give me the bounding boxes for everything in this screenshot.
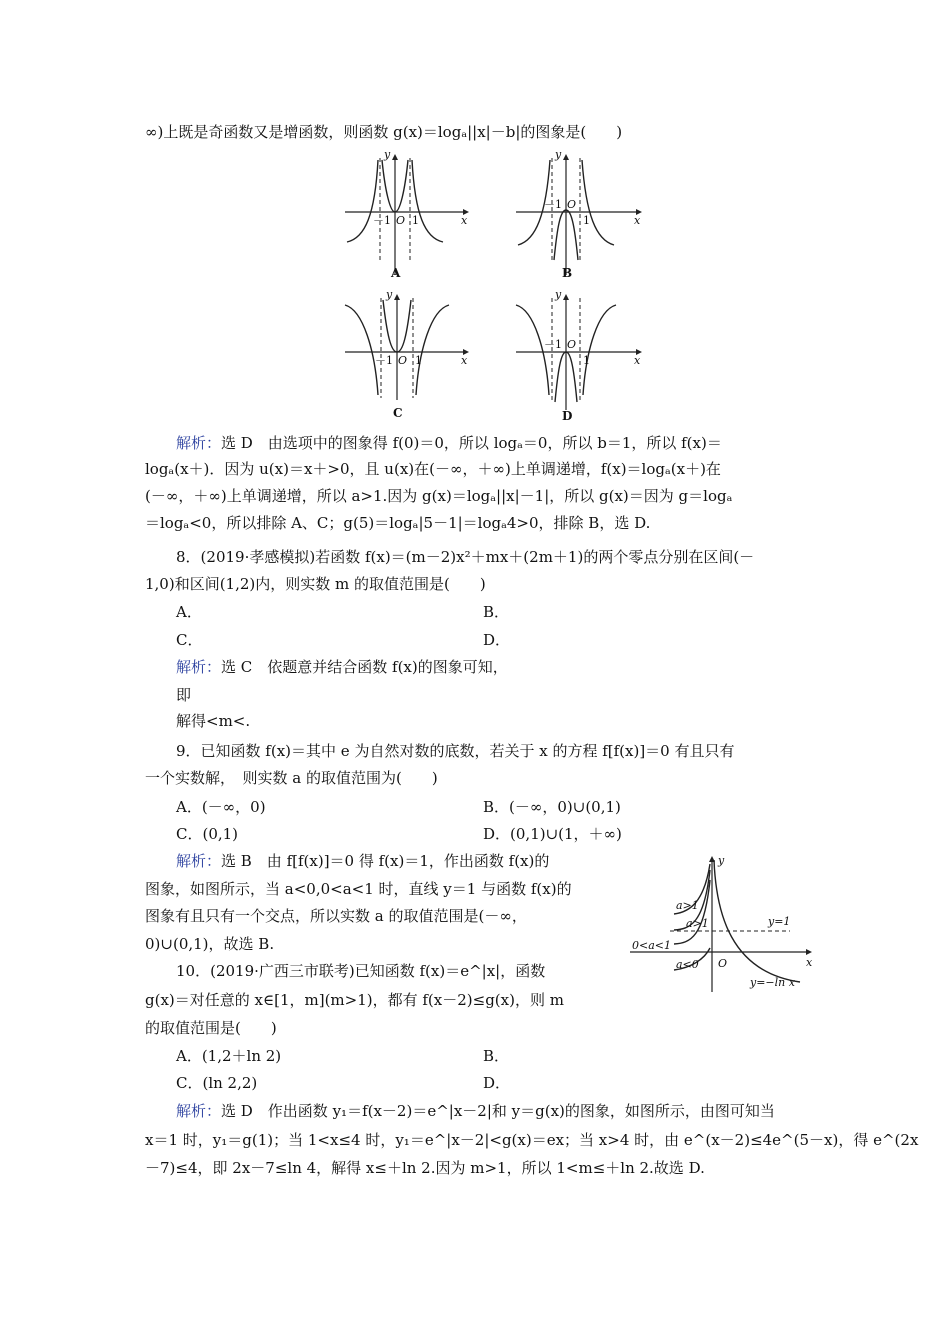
solution-label: 解析： xyxy=(176,434,222,452)
svg-text:x: x xyxy=(634,354,641,367)
svg-text:y: y xyxy=(555,288,562,301)
caption-a: A xyxy=(391,266,401,280)
label-neg-ln-x: y=−ln x xyxy=(750,976,795,989)
label-a-gt-1-mid: a>1 xyxy=(686,917,709,930)
q7-stem-tail: ∞)上既是奇函数又是增函数，则函数 g(x)＝logₐ||x|－b|的图象是( ) xyxy=(145,123,623,141)
svg-text:y: y xyxy=(718,854,725,867)
q10-option-d: D． xyxy=(483,1074,511,1092)
svg-text:－1: －1 xyxy=(373,214,391,227)
q10-solution-line-1: 解析：选 D 作出函数 y₁＝f(x－2)＝e^|x－2|和 y＝g(x)的图象，如图所示，由图可知当 xyxy=(176,1102,775,1120)
q10-stem-line-2: g(x)＝对任意的 x∈[1，m](m>1)，都有 f(x－2)≤g(x)，则 m xyxy=(145,991,564,1009)
graph-option-b xyxy=(508,150,648,285)
caption-d: D xyxy=(562,409,573,423)
q8-solution-line-1: 解析：选 C 依题意并结合函数 f(x)的图象可知， xyxy=(176,658,508,676)
label-0-lt-a-lt-1: 0<a<1 xyxy=(632,939,671,952)
q8-option-b: B． xyxy=(483,603,510,621)
q10-option-c: C．(ln 2,2) xyxy=(176,1074,258,1092)
q7-solution-line-3: (－∞，＋∞)上单调递增，所以 a>1.因为 g(x)＝logₐ||x|－1|，所以 g(x)＝因为 g＝logₐ xyxy=(145,487,733,505)
q10-solution-line-2: x＝1 时，y₁＝g(1)；当 1<x≤4 时，y₁＝e^|x－2|<g(x)＝ex；当 x>4 时，由 e^(x－2)≤4e^(5－x)，得 e^(2x xyxy=(145,1131,919,1149)
q9-solution-line-4: 0)∪(0,1)，故选 B. xyxy=(145,935,275,953)
svg-text:O: O xyxy=(718,957,728,970)
q9-stem-line-2: 一个实数解， 则实数 a 的取值范围为( ) xyxy=(145,769,438,787)
q9-solution-line-3: 图象有且只有一个交点，所以实数 a 的取值范围是(－∞， xyxy=(145,907,527,925)
q10-option-b: B． xyxy=(483,1047,510,1065)
svg-text:O: O xyxy=(567,338,577,351)
q9-option-c: C．(0,1) xyxy=(176,825,239,843)
q8-solution-line-3: 解得<m<. xyxy=(176,712,251,730)
svg-text:y: y xyxy=(555,148,562,161)
label-a-lt-0: a<0 xyxy=(676,958,699,971)
q9-solution-line-2: 图象，如图所示，当 a<0,0<a<1 时，直线 y＝1 与函数 f(x)的 xyxy=(145,880,572,898)
q10-solution-line-3: －7)≤4，即 2x－7≤ln 4，解得 x≤＋ln 2.因为 m>1，所以 1<m≤＋ln 2.故选 D. xyxy=(145,1159,705,1177)
svg-text:1: 1 xyxy=(583,354,590,367)
q8-option-c: C． xyxy=(176,631,203,649)
graph-option-c xyxy=(335,290,475,425)
q8-option-d: D． xyxy=(483,631,511,649)
graph-option-a xyxy=(335,150,475,285)
svg-text:O: O xyxy=(567,198,577,211)
svg-text:x: x xyxy=(461,214,468,227)
label-a-gt-1-top: a>1 xyxy=(676,899,699,912)
svg-text:－1: －1 xyxy=(544,198,562,211)
q7-solution-line-1: 解析：选 D 由选项中的图象得 f(0)＝0，所以 logₐ＝0，所以 b＝1，所以 f(x)＝ xyxy=(176,434,722,452)
svg-text:x: x xyxy=(461,354,468,367)
svg-text:O: O xyxy=(396,214,406,227)
graph-option-d xyxy=(508,290,648,425)
svg-text:x: x xyxy=(634,214,641,227)
q8-option-a: A． xyxy=(176,603,202,621)
q7-solution-line-2: logₐ(x＋)．因为 u(x)＝x＋>0，且 u(x)在(－∞，＋∞)上单调递增，f(x)＝logₐ(x＋)在 xyxy=(145,460,721,478)
q8-stem-line-2: 1,0)和区间(1,2)内，则实数 m 的取值范围是( ) xyxy=(145,575,486,593)
svg-text:1: 1 xyxy=(583,214,590,227)
svg-text:1: 1 xyxy=(415,354,422,367)
svg-text:O: O xyxy=(398,354,408,367)
svg-text:x: x xyxy=(806,956,813,969)
caption-b: B xyxy=(562,266,573,280)
svg-text:1: 1 xyxy=(412,214,419,227)
svg-text:y: y xyxy=(386,288,393,301)
q9-option-b: B．(－∞，0)∪(0,1) xyxy=(483,798,621,816)
q10-stem-line-3: 的取值范围是( ) xyxy=(145,1019,277,1037)
q8-stem-line-1: 8．(2019·孝感模拟)若函数 f(x)＝(m－2)x²＋mx＋(2m＋1)的两个零点分别在区间(－ xyxy=(176,548,755,566)
caption-c: C xyxy=(393,406,403,420)
q9-option-d: D．(0,1)∪(1，＋∞) xyxy=(483,825,622,843)
label-y-eq-1: y=1 xyxy=(768,915,791,928)
q9-stem-line-1: 9．已知函数 f(x)＝其中 e 为自然对数的底数，若关于 x 的方程 f[f(x)]＝0 有且只有 xyxy=(176,742,735,760)
q10-stem-line-1: 10．(2019·广西三市联考)已知函数 f(x)＝e^|x|，函数 xyxy=(176,962,546,980)
svg-text:－1: －1 xyxy=(375,354,393,367)
q9-solution-line-1: 解析：选 B 由 f[f(x)]＝0 得 f(x)＝1，作出函数 f(x)的 xyxy=(176,852,550,870)
svg-text:y: y xyxy=(384,148,391,161)
q10-option-a: A．(1,2＋ln 2) xyxy=(176,1047,282,1065)
q9-function-graph xyxy=(630,852,820,997)
q8-solution-line-2: 即 xyxy=(176,686,192,704)
q9-option-a: A．(－∞，0) xyxy=(176,798,266,816)
q7-solution-line-4: ＝logₐ<0，所以排除 A、C；g(5)＝logₐ|5－1|＝logₐ4>0，排除 B，选 D. xyxy=(145,514,651,532)
svg-text:－1: －1 xyxy=(544,338,562,351)
